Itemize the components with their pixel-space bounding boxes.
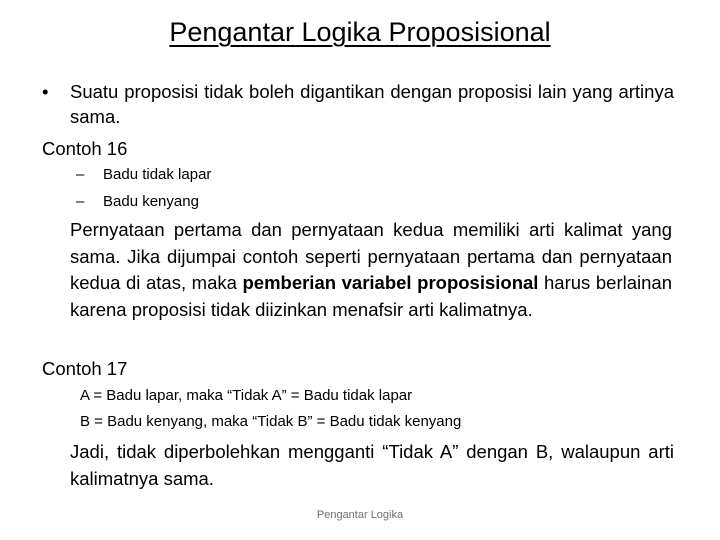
explanation-text-start: Pernyataan pertama dan pernyataan kedua memiliki arti kalimat yang sama. Jika dijumpai contoh seperti pernyataan pertama dan pernyataan kedua di atas, maka	[70, 219, 672, 293]
example-16-item-text: Badu tidak lapar	[103, 166, 212, 183]
bullet-text: Suatu proposisi tidak boleh digantikan dengan proposisi lain yang artinya sama.	[70, 81, 674, 127]
example-16-heading: Contoh 16	[42, 138, 128, 159]
example-17-conclusion: Jadi, tidak diperbolehkan mengganti “Tidak A” dengan B, walaupun arti kalimatnya sama.	[70, 441, 674, 489]
example-17-line: A = Badu lapar, maka “Tidak A” = Badu tidak lapar	[80, 387, 413, 404]
example-16-explanation	[70, 217, 672, 323]
bullet-item	[42, 79, 674, 129]
slide-title	[0, 14, 720, 50]
example-16-item	[76, 192, 199, 212]
example-16-item	[76, 165, 211, 185]
slide-title-text: Pengantar Logika Proposisional	[169, 17, 551, 47]
example-17-line: B = Badu kenyang, maka “Tidak B” = Badu tidak kenyang	[80, 413, 462, 430]
dash-marker: –	[76, 193, 85, 210]
explanation-text-end: harus berlainan karena proposisi tidak diizinkan menafsir arti kalimatnya.	[70, 272, 672, 320]
explanation-bold-term: pemberian variabel proposisional	[242, 272, 539, 293]
bullet-marker: •	[42, 81, 49, 102]
dash-marker: –	[76, 166, 85, 183]
example-17-heading: Contoh 17	[42, 358, 128, 379]
slide-footer: Pengantar Logika	[316, 509, 404, 521]
example-16-item-text: Badu kenyang	[103, 193, 199, 210]
